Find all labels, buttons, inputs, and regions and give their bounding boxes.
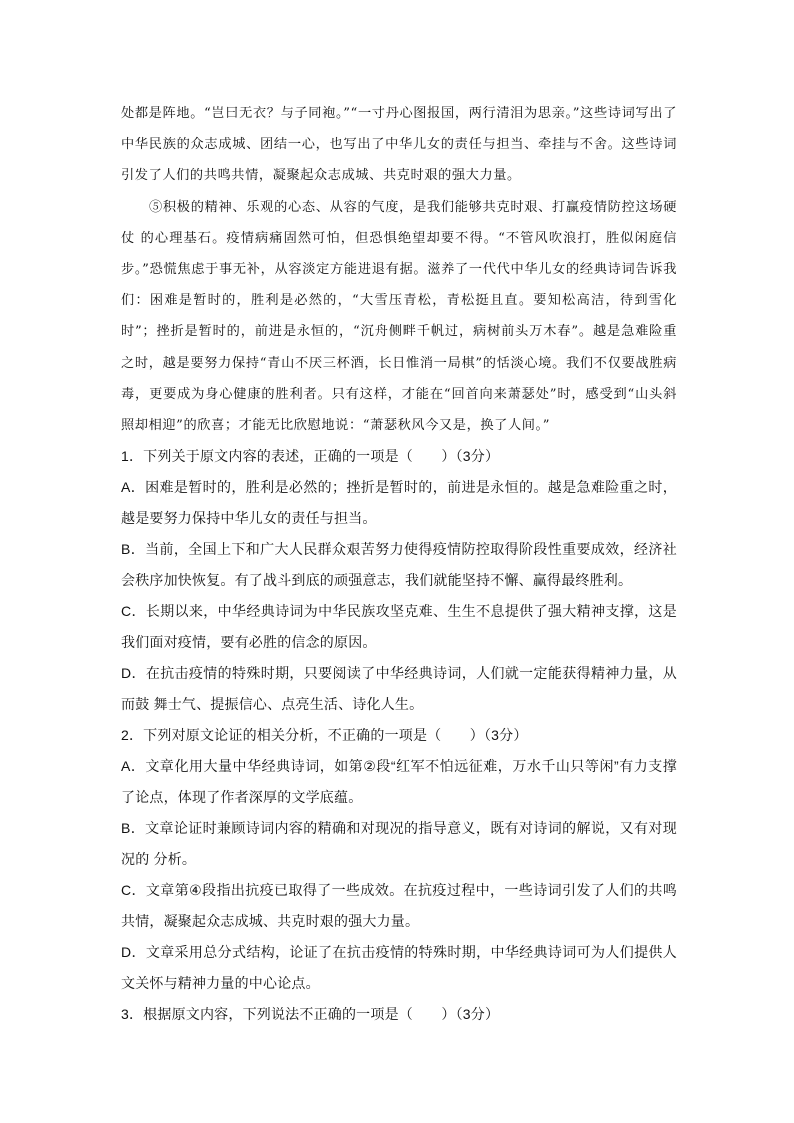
question-section bbox=[121, 441, 677, 1030]
passage-paragraph-4-end: 处都是阵地。“岂曰无衣？与子同袍。”“一寸丹心图报国，两行清泪为思亲。”这些诗词写出了中华民族的众志成城、团结一心，也写出了中华儿女的责任与担当、牵挂与不舍。这些诗词引发了人们的共鸣共情，凝聚起众志成城、共克时艰的强大力量。 bbox=[121, 106, 677, 184]
question-3-stem: 3．根据原文内容，下列说法不正确的一项是（ ）（3分） bbox=[121, 1006, 500, 1022]
question-2-option-b: B．文章论证时兼顾诗词内容的精确和对现况的指导意义，既有对诗词的解说，又有对现况的 分析。 bbox=[121, 820, 677, 867]
question-1-option-c: C．长期以来，中华经典诗词为中华民族攻坚克难、生生不息提供了强大精神支撑，这是我们面对疫情，要有必胜的信念的原因。 bbox=[121, 603, 677, 650]
question-2-option-d: D．文章采用总分式结构，论证了在抗击疫情的特殊时期，中华经典诗词可为人们提供人文关怀与精神力量的中心论点。 bbox=[121, 944, 677, 991]
question-1-option-b: B．当前，全国上下和广大人民群众艰苦努力使得疫情防控取得阶段性重要成效，经济社会秩序加快恢复。有了战斗到底的顽强意志，我们就能坚持不懈、赢得最终胜利。 bbox=[121, 541, 677, 588]
question-1-stem: 1．下列关于原文内容的表述，正确的一项是（ ）（3分） bbox=[121, 448, 500, 464]
passage-paragraph-5: ⑤积极的精神、乐观的心态、从容的气度，是我们能够共克时艰、打赢疫情防控这场硬仗 的心理基石。疫情病痛固然可怕，但恐惧绝望却要不得。“不管风吹浪打，胜似闲庭信步。”恐慌焦虑于事无补，从容淡定方能进退有据。滋养了一代代中华儿女的经典诗词告诉我们：困难是暂时的，胜利是必然的，“大雪压青松，青松挺且直。要知松高洁，待到雪化时”；挫折是暂时的，前进是永恒的，“沉舟侧畔千帆过，病树前头万木春”。越是急难险重之时，越是要努力保持“青山不厌三杯酒，长日惟消一局棋”的恬淡心境。我们不仅要战胜病毒，更要成为身心健康的胜利者。只有这样，才能在“回首向来萧瑟处”时，感受到“山头斜照却相迎”的欣喜；才能无比欣慰地说：“萧瑟秋风今又是，换了人间。” bbox=[121, 199, 677, 434]
question-1-option-d: D．在抗击疫情的特殊时期，只要阅读了中华经典诗词，人们就一定能获得精神力量，从而鼓 舞士气、提振信心、点亮生活、诗化人生。 bbox=[121, 665, 677, 712]
question-2-option-c: C．文章第④段指出抗疫已取得了一些成效。在抗疫过程中，一些诗词引发了人们的共鸣共情，凝聚起众志成城、共克时艰的强大力量。 bbox=[121, 882, 677, 929]
reading-passage bbox=[121, 98, 677, 441]
question-2-stem: 2．下列对原文论证的相关分析，不正确的一项是（ ）（3分） bbox=[121, 727, 528, 743]
question-1-option-a: A．困难是暂时的，胜利是必然的；挫折是暂时的，前进是永恒的。越是急难险重之时，越是要努力保持中华儿女的责任与担当。 bbox=[121, 479, 677, 526]
question-2-option-a: A．文章化用大量中华经典诗词，如第②段“红军不怕远征难，万水千山只等闲”有力支撑了论点，体现了作者深厚的文学底蕴。 bbox=[121, 758, 677, 805]
